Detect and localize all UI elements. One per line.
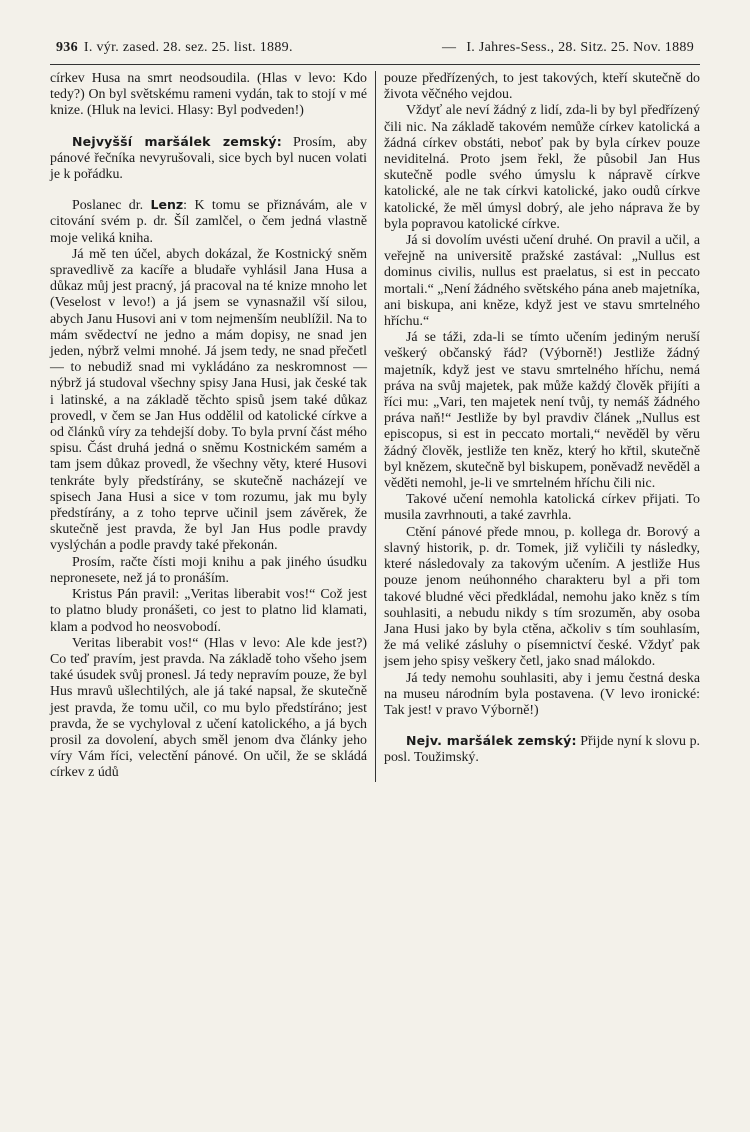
paragraph: Prosím, račte čísti moji knihu a pak jiného úsudku nepronesete, než já to pronáším. — [50, 554, 367, 586]
paragraph: Kristus Pán pravil: „Veritas liberabit vos!“ Což jest to platno bludy pronášeti, co jest to platno lid klamati, klam a podvod ho neosvobodí. — [50, 587, 367, 635]
speech-text: : K tomu se přiznávám, ale v citování svém p. dr. Šíl zamlčel, o čem jedná vlastně moje veliká kniha. — [50, 198, 367, 246]
paragraph: Já se táži, zda-li se tímto učením jediným neruší veškerý občanský řád? (Výborně!) Jestliže žádný majetník, když jest ve stavu smrtelného hříchu, nemá práva na svůj majetek, pak může každý člověk přijíti a říci mu: „Vari, ten majetek není tvůj, ty nemáš žádného práva naň!“ Jestliže by byl pravdiv článek „Nullus est episcopus, si est in peccato mortali,“ nevěděl by věru žádný člověk, jestliže ten kněz, který ho křtil, skutečně byl knězem, skutečně byl biskupem, poněvadž nevěděl a věděti nemohl, je-li ve smrtelném hříchu čili nic. — [384, 330, 700, 492]
running-header — [50, 40, 700, 65]
paragraph: církev Husa na smrt neodsoudila. (Hlas v levo: Kdo tedy?) On byl světskému rameni vydán, tak to stojí v mé knize. (Hluk na levici. Hlasy: Byl podveden!) — [50, 71, 367, 119]
speaker-title: Poslanec dr. — [72, 198, 151, 214]
speaker-name: Lenz — [150, 197, 184, 213]
paragraph: Ctění pánové přede mnou, p. kollega dr. Borový a slavný historik, p. dr. Tomek, již vyličili ty následky, které následovaly za takovým učením. A jestliže Hus pouze jenom neúhonného charakteru byl a při tom takové bludné věci předkládal, nemohu jako kněz s tím souhlasiti, a nebudu nikdy s tím srozuměn, aby osoba Jana Husi jako by byla ctěna, ačkoliv s tím souhlasím, že má veliké zásluhy o písemnictví české. Vždyť pak jsem jeho spisy veškery četl, jako snad málokdo. — [384, 524, 700, 670]
header-session-german: I. Jahres-Sess., 28. Sitz. 25. Nov. 1889 — [466, 40, 694, 55]
speaker-name: Nejvyšší maršálek zemský: — [72, 133, 282, 149]
paragraph: pouze předřízených, to jest takových, kteří skutečně do života věčného vejdou. — [384, 71, 700, 103]
text-columns — [50, 71, 700, 782]
speech-text: Prosím, aby pánové řečníka nevyrušovali, sice bych byl nucen volati je k pořádku. — [50, 134, 367, 183]
paragraph: Veritas liberabit vos!“ (Hlas v levo: Ale kde jest?) Co teď pravím, jest pravda. Na základě toho všeho jsem také úsudek svůj pronesl. Já tedy nepravím pouze, že byl Hus mravů ušlechtilých, ale já také napsal, že skutečně jest pravda, že tomu učil, co mu bylo předstíráno; jest pravda, že se vychyloval z učení katolického, a já bych prosil za dovolení, abych směl jenom dva články jeho víry Vám říci, velectění pánové. On učil, že se skládá církev z údů — [50, 635, 367, 781]
paragraph: Vždyť ale neví žádný z lidí, zda-li by byl předřízený čili nic. Na základě takovém nemůže církev katolická a žádná církev obstáti, neboť pak by byla církev pouze neviditelná. Proto jsem řekl, že působil Jan Hus skutečně podle svého úmyslu k nápravě církve katolické, ale ne tak církvi katolické, jako oudů církve katolické, že měl úmysl dobrý, ale jeho náprava že by byla popravou katolické církve. — [384, 103, 700, 232]
speaker-paragraph — [50, 197, 367, 247]
speaker-paragraph — [384, 733, 700, 766]
left-column — [50, 71, 375, 782]
right-column — [375, 71, 700, 782]
speaker-name: Nejv. maršálek zemský: — [406, 733, 577, 749]
paragraph: Já si dovolím uvésti učení druhé. On pravil a učil, a veřejně na universitě pražské zastával: „Nullus est dominus civilis, nullus est praelatus, si est in peccato mortali.“ „Není žádného světského pána aneb majetníka, ani biskupa, ani kněze, když jest ve stavu smrtelného hříchu.“ — [384, 233, 700, 330]
paragraph: Já mě ten účel, abych dokázal, že Kostnický sněm spravedlivě za kacíře a bludaře vyhlásil Jana Husa a důkaz můj jest pracný, já pracoval na té knize mnoho let (Veselost v levo!) a já jsem se vynasnažil vší silou, abych Janu Husovi ani v tom nejmenším neublížil. Na to mám svědectví ne jedno a mám dopisy, ne snad jen jeden, nýbrž velmi mnohé. Já jsem tedy, ne snad přečetl — to nebudiž snad mi vykládáno za neskromnost — nýbrž já studoval všechny spisy Jana Husi, jak české tak i latinské, a na základě těchto spisů jsem také důkaz provedl, v čem se Jan Hus oddělil od katolické církve a od článků víry za tehdejší doby. To byla první část mého spisu. Část druhá jedná o sněmu Kostnickém samém a tam jsem důkaz provedl, že všechny věty, které Husovi tenkráte byly předstírány, se skutečně nacházejí ve spisech Jana Husi a sice v tom rozumu, jak mu byly předstírány, a z toho teprve učinil jsem závěrek, že skutečně jest pravda, že byl Jan Hus podle pravdy vyslýchán a podle pravdy také překonán. — [50, 246, 367, 554]
header-session-czech: I. výr. zased. 28. sez. 25. list. 1889. — [83, 40, 293, 55]
paragraph: Takové učení nemohla katolická církev přijati. To musila zavrhnouti, a také zavrhla. — [384, 492, 700, 524]
speech-text: Přijde nyní k slovu p. posl. Toužimský. — [384, 734, 700, 766]
header-separator: — — [442, 40, 457, 55]
page-number: 936 — [56, 40, 78, 55]
paragraph: Já tedy nemohu souhlasiti, aby i jemu čestná deska na museu národním byla postavena. (V levo ironické: Tak jest! v pravo Výborně!) — [384, 670, 700, 718]
speaker-paragraph — [50, 134, 367, 184]
